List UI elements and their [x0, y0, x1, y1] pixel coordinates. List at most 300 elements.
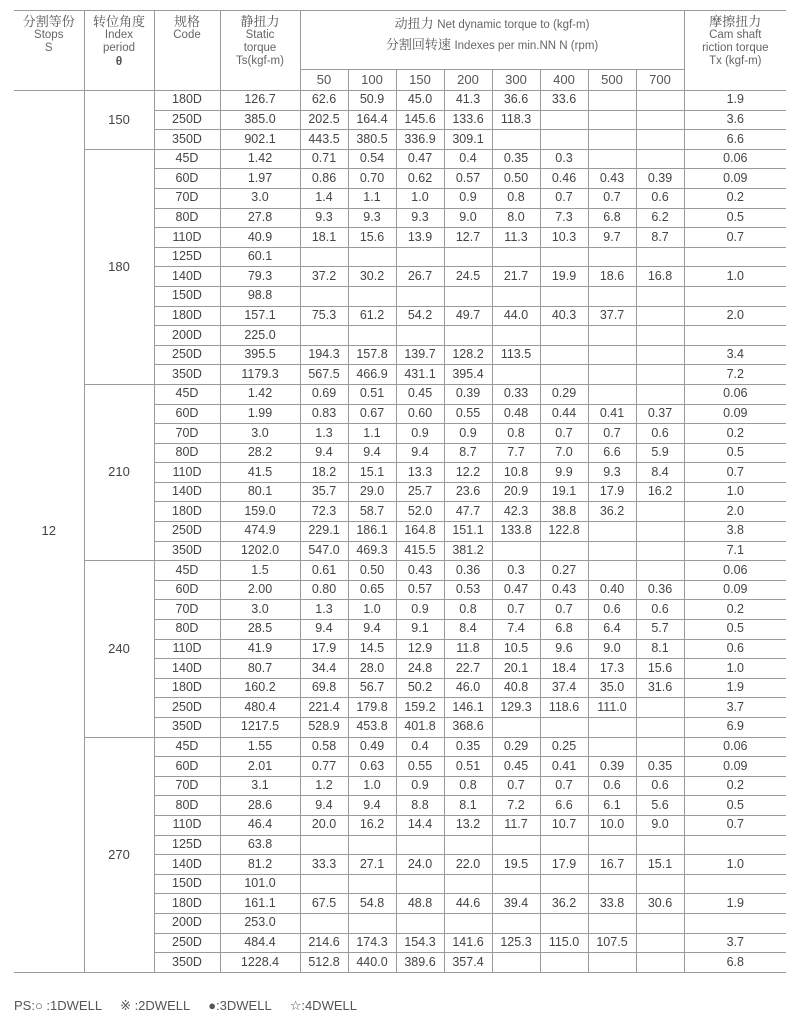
dynamic-torque-cell: 10.5	[492, 639, 540, 659]
dynamic-torque-cell: 22.7	[444, 659, 492, 679]
dynamic-torque-cell: 9.4	[348, 443, 396, 463]
dynamic-torque-cell: 6.1	[588, 796, 636, 816]
dynamic-torque-cell: 6.8	[588, 208, 636, 228]
code-cell: 60D	[154, 169, 220, 189]
dynamic-torque-cell: 122.8	[540, 522, 588, 542]
static-torque-cell: 1.5	[220, 561, 300, 581]
dynamic-torque-cell: 0.40	[588, 580, 636, 600]
dynamic-torque-cell: 0.37	[636, 404, 684, 424]
dynamic-torque-cell: 0.44	[540, 404, 588, 424]
dynamic-torque-cell: 0.49	[348, 737, 396, 757]
dynamic-torque-cell	[444, 326, 492, 346]
static-torque-cell: 79.3	[220, 267, 300, 287]
dynamic-torque-cell	[588, 149, 636, 169]
static-torque-cell: 60.1	[220, 247, 300, 267]
dynamic-torque-cell: 547.0	[300, 541, 348, 561]
friction-torque-cell: 3.8	[684, 522, 786, 542]
dynamic-torque-cell	[588, 737, 636, 757]
dynamic-torque-cell: 17.9	[300, 639, 348, 659]
dynamic-torque-cell: 159.2	[396, 698, 444, 718]
dynamic-torque-cell: 36.2	[588, 502, 636, 522]
friction-torque-cell: 0.06	[684, 384, 786, 404]
dynamic-torque-cell	[636, 286, 684, 306]
dynamic-torque-cell	[588, 835, 636, 855]
dynamic-torque-cell: 10.7	[540, 815, 588, 835]
dynamic-torque-cell	[348, 835, 396, 855]
dynamic-torque-cell: 0.58	[300, 737, 348, 757]
static-torque-cell: 160.2	[220, 678, 300, 698]
dynamic-torque-cell: 75.3	[300, 306, 348, 326]
friction-torque-cell: 0.09	[684, 757, 786, 777]
dynamic-torque-cell: 45.0	[396, 91, 444, 111]
friction-torque-cell: 0.5	[684, 620, 786, 640]
table-row	[14, 91, 786, 111]
static-torque-cell: 101.0	[220, 874, 300, 894]
friction-torque-cell: 0.7	[684, 815, 786, 835]
static-torque-cell: 40.9	[220, 228, 300, 248]
dynamic-torque-cell: 22.0	[444, 855, 492, 875]
dynamic-torque-cell	[588, 522, 636, 542]
dynamic-torque-cell: 8.7	[636, 228, 684, 248]
dynamic-torque-cell: 9.7	[588, 228, 636, 248]
code-cell: 60D	[154, 580, 220, 600]
code-cell: 150D	[154, 286, 220, 306]
dynamic-torque-cell	[636, 561, 684, 581]
dynamic-torque-cell	[348, 247, 396, 267]
dynamic-torque-cell: 0.46	[540, 169, 588, 189]
code-cell: 60D	[154, 757, 220, 777]
dynamic-torque-cell: 0.6	[636, 424, 684, 444]
table-row	[14, 149, 786, 169]
dynamic-torque-cell: 36.6	[492, 91, 540, 111]
dynamic-torque-cell: 6.4	[588, 620, 636, 640]
dynamic-torque-cell: 42.3	[492, 502, 540, 522]
dynamic-torque-cell: 21.7	[492, 267, 540, 287]
dynamic-torque-cell: 11.7	[492, 815, 540, 835]
dynamic-torque-cell: 0.7	[540, 776, 588, 796]
friction-torque-cell: 3.4	[684, 345, 786, 365]
dynamic-torque-cell	[636, 737, 684, 757]
dynamic-torque-cell	[588, 913, 636, 933]
dynamic-torque-cell: 6.2	[636, 208, 684, 228]
stops-cell: 12	[14, 91, 84, 973]
dynamic-torque-cell: 164.8	[396, 522, 444, 542]
static-torque-cell: 1217.5	[220, 718, 300, 738]
dynamic-torque-cell: 336.9	[396, 130, 444, 150]
dynamic-torque-cell: 67.5	[300, 894, 348, 914]
dynamic-torque-cell	[636, 110, 684, 130]
dynamic-torque-cell	[636, 933, 684, 953]
dynamic-torque-cell	[540, 110, 588, 130]
static-torque-cell: 395.5	[220, 345, 300, 365]
friction-torque-cell: 0.2	[684, 424, 786, 444]
dynamic-torque-cell: 0.57	[444, 169, 492, 189]
dynamic-torque-cell	[540, 365, 588, 385]
code-cell: 350D	[154, 718, 220, 738]
code-cell: 125D	[154, 835, 220, 855]
friction-torque-cell: 1.9	[684, 678, 786, 698]
static-torque-cell: 81.2	[220, 855, 300, 875]
dynamic-torque-cell: 125.3	[492, 933, 540, 953]
friction-torque-cell: 0.09	[684, 580, 786, 600]
dynamic-torque-cell: 221.4	[300, 698, 348, 718]
dynamic-torque-cell: 6.6	[540, 796, 588, 816]
code-cell: 125D	[154, 247, 220, 267]
dynamic-torque-cell: 0.35	[444, 737, 492, 757]
static-torque-cell: 63.8	[220, 835, 300, 855]
dynamic-torque-cell	[492, 365, 540, 385]
dynamic-torque-cell: 18.6	[588, 267, 636, 287]
code-cell: 180D	[154, 502, 220, 522]
dynamic-torque-cell: 34.4	[300, 659, 348, 679]
dynamic-torque-cell: 8.1	[636, 639, 684, 659]
dynamic-torque-cell: 154.3	[396, 933, 444, 953]
speed-header-cell: 700	[636, 70, 684, 91]
code-cell: 180D	[154, 306, 220, 326]
dynamic-torque-cell: 33.3	[300, 855, 348, 875]
dynamic-torque-cell: 0.57	[396, 580, 444, 600]
friction-torque-cell: 1.0	[684, 482, 786, 502]
friction-torque-cell: 0.7	[684, 228, 786, 248]
dynamic-torque-cell: 141.6	[444, 933, 492, 953]
dynamic-torque-cell: 0.43	[396, 561, 444, 581]
dynamic-torque-cell: 15.1	[636, 855, 684, 875]
dynamic-torque-cell	[588, 561, 636, 581]
dynamic-torque-cell	[492, 130, 540, 150]
code-cell: 200D	[154, 913, 220, 933]
dynamic-torque-cell: 466.9	[348, 365, 396, 385]
friction-torque-cell: 1.0	[684, 855, 786, 875]
dynamic-torque-cell	[588, 110, 636, 130]
dynamic-torque-cell: 14.5	[348, 639, 396, 659]
code-cell: 60D	[154, 404, 220, 424]
dynamic-torque-cell: 0.55	[396, 757, 444, 777]
dynamic-torque-cell: 145.6	[396, 110, 444, 130]
dynamic-torque-cell: 5.7	[636, 620, 684, 640]
table-row	[14, 737, 786, 757]
dynamic-torque-cell: 107.5	[588, 933, 636, 953]
dynamic-torque-cell: 9.3	[348, 208, 396, 228]
header-dynamic-torque: 动扭力 Net dynamic torque to (kgf-m) 分割回转速 Indexes per min.NN N (rpm)	[300, 11, 684, 70]
dynamic-torque-cell: 389.6	[396, 953, 444, 973]
code-cell: 80D	[154, 443, 220, 463]
dynamic-torque-cell	[588, 91, 636, 111]
dynamic-torque-cell	[348, 326, 396, 346]
dynamic-torque-cell: 47.7	[444, 502, 492, 522]
dynamic-torque-cell	[588, 326, 636, 346]
dynamic-torque-cell	[588, 130, 636, 150]
dynamic-torque-cell: 1.3	[300, 600, 348, 620]
dynamic-torque-cell: 528.9	[300, 718, 348, 738]
dynamic-torque-cell	[636, 345, 684, 365]
dynamic-torque-cell	[396, 874, 444, 894]
dynamic-torque-cell: 179.8	[348, 698, 396, 718]
dynamic-torque-cell: 1.1	[348, 424, 396, 444]
dynamic-torque-cell: 453.8	[348, 718, 396, 738]
dynamic-torque-cell: 0.45	[396, 384, 444, 404]
dynamic-torque-cell	[540, 326, 588, 346]
dynamic-torque-cell: 1.0	[348, 600, 396, 620]
dynamic-torque-cell: 8.4	[636, 463, 684, 483]
dynamic-torque-cell: 8.7	[444, 443, 492, 463]
code-cell: 70D	[154, 776, 220, 796]
dynamic-torque-cell: 139.7	[396, 345, 444, 365]
dynamic-torque-cell: 16.2	[636, 482, 684, 502]
dynamic-torque-cell: 9.6	[540, 639, 588, 659]
dynamic-torque-cell: 0.7	[492, 600, 540, 620]
dynamic-torque-cell	[540, 130, 588, 150]
static-torque-cell: 1.99	[220, 404, 300, 424]
dynamic-torque-cell: 0.48	[492, 404, 540, 424]
dynamic-torque-cell: 9.0	[588, 639, 636, 659]
dynamic-torque-cell: 0.35	[492, 149, 540, 169]
dynamic-torque-cell: 13.2	[444, 815, 492, 835]
static-torque-cell: 1.55	[220, 737, 300, 757]
friction-torque-cell	[684, 326, 786, 346]
dynamic-torque-cell: 174.3	[348, 933, 396, 953]
dynamic-torque-cell: 0.9	[444, 424, 492, 444]
dynamic-torque-cell: 0.67	[348, 404, 396, 424]
friction-torque-cell	[684, 835, 786, 855]
dynamic-torque-cell	[300, 874, 348, 894]
dynamic-torque-cell: 0.9	[444, 188, 492, 208]
dynamic-torque-cell	[492, 718, 540, 738]
dynamic-torque-cell: 9.3	[396, 208, 444, 228]
dynamic-torque-cell	[636, 522, 684, 542]
dynamic-torque-cell	[444, 874, 492, 894]
friction-torque-cell: 0.5	[684, 443, 786, 463]
friction-torque-cell: 0.5	[684, 208, 786, 228]
dynamic-torque-cell: 61.2	[348, 306, 396, 326]
dynamic-torque-cell: 1.0	[396, 188, 444, 208]
dynamic-torque-cell	[540, 953, 588, 973]
dynamic-torque-cell	[492, 874, 540, 894]
static-torque-cell: 126.7	[220, 91, 300, 111]
code-cell: 110D	[154, 463, 220, 483]
dynamic-torque-cell: 50.9	[348, 91, 396, 111]
static-torque-cell: 1.42	[220, 149, 300, 169]
dynamic-torque-cell	[588, 365, 636, 385]
friction-torque-cell: 2.0	[684, 502, 786, 522]
dynamic-torque-cell: 9.4	[300, 796, 348, 816]
dynamic-torque-cell: 440.0	[348, 953, 396, 973]
code-cell: 350D	[154, 541, 220, 561]
code-cell: 70D	[154, 600, 220, 620]
static-torque-cell: 1.42	[220, 384, 300, 404]
dynamic-torque-cell	[492, 326, 540, 346]
static-torque-cell: 385.0	[220, 110, 300, 130]
dynamic-torque-cell: 381.2	[444, 541, 492, 561]
dynamic-torque-cell: 69.8	[300, 678, 348, 698]
dynamic-torque-cell: 0.41	[540, 757, 588, 777]
dynamic-torque-cell: 0.43	[540, 580, 588, 600]
dynamic-torque-cell	[540, 247, 588, 267]
dynamic-torque-cell: 0.35	[636, 757, 684, 777]
dynamic-torque-cell: 0.51	[348, 384, 396, 404]
header-stops: 分割等份 Stops S	[14, 11, 84, 91]
friction-torque-cell: 0.09	[684, 169, 786, 189]
dynamic-torque-cell	[588, 247, 636, 267]
dynamic-torque-cell: 35.0	[588, 678, 636, 698]
dynamic-torque-cell: 118.6	[540, 698, 588, 718]
dynamic-torque-cell: 13.3	[396, 463, 444, 483]
code-cell: 250D	[154, 345, 220, 365]
dynamic-torque-cell: 14.4	[396, 815, 444, 835]
friction-torque-cell	[684, 913, 786, 933]
dynamic-torque-cell: 38.8	[540, 502, 588, 522]
dynamic-torque-cell: 46.0	[444, 678, 492, 698]
speed-header-cell: 150	[396, 70, 444, 91]
dynamic-torque-cell: 1.4	[300, 188, 348, 208]
static-torque-cell: 41.9	[220, 639, 300, 659]
dynamic-torque-cell: 0.47	[492, 580, 540, 600]
code-cell: 80D	[154, 208, 220, 228]
dynamic-torque-cell: 13.9	[396, 228, 444, 248]
friction-torque-cell: 0.5	[684, 796, 786, 816]
dynamic-torque-cell: 401.8	[396, 718, 444, 738]
table-row	[14, 384, 786, 404]
static-torque-cell: 1228.4	[220, 953, 300, 973]
friction-torque-cell: 0.6	[684, 639, 786, 659]
dynamic-torque-cell: 0.41	[588, 404, 636, 424]
dynamic-torque-cell: 12.7	[444, 228, 492, 248]
dynamic-torque-cell: 443.5	[300, 130, 348, 150]
dynamic-torque-cell: 0.69	[300, 384, 348, 404]
dynamic-torque-cell	[588, 874, 636, 894]
dynamic-torque-cell: 214.6	[300, 933, 348, 953]
code-cell: 200D	[154, 326, 220, 346]
dynamic-torque-cell: 8.4	[444, 620, 492, 640]
header-friction-torque: 摩擦扭力 Cam shaft riction torque Tx (kgf-m)	[684, 11, 786, 91]
dynamic-torque-cell	[588, 953, 636, 973]
dynamic-torque-cell	[636, 91, 684, 111]
dynamic-torque-cell: 17.9	[588, 482, 636, 502]
dynamic-torque-cell	[300, 286, 348, 306]
dynamic-torque-cell: 0.62	[396, 169, 444, 189]
dynamic-torque-cell: 44.0	[492, 306, 540, 326]
dynamic-torque-cell: 16.8	[636, 267, 684, 287]
dynamic-torque-cell	[492, 835, 540, 855]
dynamic-torque-cell	[636, 384, 684, 404]
dynamic-torque-cell	[396, 247, 444, 267]
dynamic-torque-cell: 30.6	[636, 894, 684, 914]
code-cell: 45D	[154, 737, 220, 757]
dynamic-torque-cell	[444, 913, 492, 933]
dynamic-torque-cell: 157.8	[348, 345, 396, 365]
dynamic-torque-cell	[300, 247, 348, 267]
friction-torque-cell: 1.0	[684, 659, 786, 679]
code-cell: 45D	[154, 149, 220, 169]
dynamic-torque-cell	[636, 326, 684, 346]
dynamic-torque-cell: 26.7	[396, 267, 444, 287]
friction-torque-cell: 0.2	[684, 600, 786, 620]
dynamic-torque-cell: 31.6	[636, 678, 684, 698]
dynamic-torque-cell: 18.4	[540, 659, 588, 679]
speed-header-cell: 500	[588, 70, 636, 91]
index-period-cell: 210	[84, 384, 154, 560]
static-torque-cell: 41.5	[220, 463, 300, 483]
dynamic-torque-cell: 0.54	[348, 149, 396, 169]
dynamic-torque-cell: 1.3	[300, 424, 348, 444]
dynamic-torque-cell: 151.1	[444, 522, 492, 542]
dynamic-torque-cell	[636, 502, 684, 522]
dynamic-torque-cell: 18.2	[300, 463, 348, 483]
code-cell: 250D	[154, 522, 220, 542]
code-cell: 140D	[154, 482, 220, 502]
dynamic-torque-cell	[588, 345, 636, 365]
dynamic-torque-cell: 0.3	[540, 149, 588, 169]
friction-torque-cell	[684, 874, 786, 894]
dynamic-torque-cell: 44.6	[444, 894, 492, 914]
dynamic-torque-cell: 0.29	[492, 737, 540, 757]
dynamic-torque-cell: 0.6	[588, 600, 636, 620]
dynamic-torque-cell: 6.8	[540, 620, 588, 640]
dynamic-torque-cell	[636, 835, 684, 855]
dynamic-torque-cell: 0.9	[396, 424, 444, 444]
code-cell: 80D	[154, 796, 220, 816]
dynamic-torque-cell: 0.39	[444, 384, 492, 404]
table-header	[14, 11, 786, 91]
dynamic-torque-cell: 186.1	[348, 522, 396, 542]
dynamic-torque-cell: 27.1	[348, 855, 396, 875]
dynamic-torque-cell: 0.53	[444, 580, 492, 600]
dynamic-torque-cell: 146.1	[444, 698, 492, 718]
index-period-cell: 270	[84, 737, 154, 972]
dynamic-torque-cell: 0.7	[540, 188, 588, 208]
dynamic-torque-cell: 118.3	[492, 110, 540, 130]
code-cell: 110D	[154, 228, 220, 248]
code-cell: 80D	[154, 620, 220, 640]
dynamic-torque-cell: 0.86	[300, 169, 348, 189]
dynamic-torque-cell: 9.4	[396, 443, 444, 463]
dynamic-torque-cell: 133.8	[492, 522, 540, 542]
dynamic-torque-cell: 1.1	[348, 188, 396, 208]
code-cell: 70D	[154, 188, 220, 208]
dynamic-torque-cell: 357.4	[444, 953, 492, 973]
static-torque-cell: 80.1	[220, 482, 300, 502]
dynamic-torque-cell	[348, 874, 396, 894]
dynamic-torque-cell: 202.5	[300, 110, 348, 130]
dynamic-torque-cell: 37.4	[540, 678, 588, 698]
dynamic-torque-cell: 415.5	[396, 541, 444, 561]
dwell-legend	[14, 998, 357, 1014]
header-index-period: 转位角度 Index period θ	[84, 11, 154, 91]
dynamic-torque-cell: 115.0	[540, 933, 588, 953]
code-cell: 180D	[154, 678, 220, 698]
dynamic-torque-cell	[492, 247, 540, 267]
static-torque-cell: 80.7	[220, 659, 300, 679]
dynamic-torque-cell: 0.77	[300, 757, 348, 777]
dynamic-torque-cell	[588, 286, 636, 306]
dynamic-torque-cell: 19.9	[540, 267, 588, 287]
dynamic-torque-cell: 0.4	[396, 737, 444, 757]
dynamic-torque-cell: 36.2	[540, 894, 588, 914]
dynamic-torque-cell: 0.6	[636, 600, 684, 620]
friction-torque-cell: 3.7	[684, 698, 786, 718]
dynamic-torque-cell	[444, 247, 492, 267]
dynamic-torque-cell: 33.6	[540, 91, 588, 111]
static-torque-cell: 98.8	[220, 286, 300, 306]
dynamic-torque-cell: 194.3	[300, 345, 348, 365]
static-torque-cell: 28.6	[220, 796, 300, 816]
static-torque-cell: 27.8	[220, 208, 300, 228]
dynamic-torque-cell: 17.3	[588, 659, 636, 679]
dynamic-torque-cell: 0.4	[444, 149, 492, 169]
dynamic-torque-cell: 0.7	[588, 424, 636, 444]
dynamic-torque-cell: 52.0	[396, 502, 444, 522]
dynamic-torque-cell: 128.2	[444, 345, 492, 365]
friction-torque-cell: 0.2	[684, 188, 786, 208]
